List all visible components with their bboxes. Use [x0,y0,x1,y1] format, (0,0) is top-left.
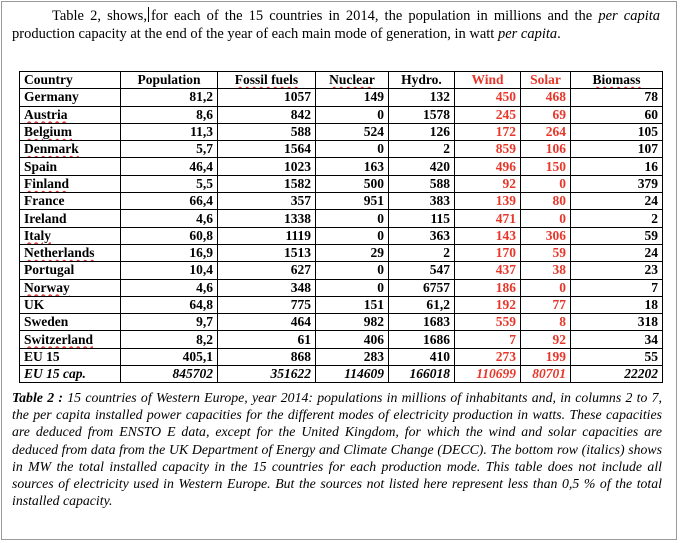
cell-population: 8,2 [121,331,218,348]
cell-nuclear: 406 [316,331,389,348]
cell-solar: 59 [521,244,571,261]
cell-population: 81,2 [121,89,218,106]
cell-wind: 170 [455,244,521,261]
cell-biomass: 18 [571,296,663,313]
cell-population: 845702 [121,366,218,383]
cell-biomass: 60 [571,106,663,123]
table-row [20,348,663,365]
cell-solar: 38 [521,262,571,279]
cell-fossil: 868 [218,348,316,365]
cell-country: Belgium [20,123,121,140]
cell-fossil: 842 [218,106,316,123]
capacity-table [19,71,663,383]
cell-hydro: 1686 [389,331,455,348]
per-capita-term: per capita [598,8,660,24]
intro-mid: production capacity at the end of the year of each main mode of generation, in watt [12,26,498,42]
cell-hydro: 547 [389,262,455,279]
cell-population: 5,5 [121,175,218,192]
cell-population: 16,9 [121,244,218,261]
cell-solar: 0 [521,175,571,192]
cell-fossil: 1338 [218,210,316,227]
cell-nuclear: 524 [316,123,389,140]
cell-hydro: 1683 [389,314,455,331]
cell-population: 9,7 [121,314,218,331]
cell-wind: 559 [455,314,521,331]
cell-hydro: 363 [389,227,455,244]
header-biomass: Biomass [571,72,663,89]
cell-solar: 150 [521,158,571,175]
cell-population: 5,7 [121,141,218,158]
cell-nuclear: 500 [316,175,389,192]
cell-fossil: 357 [218,193,316,210]
text-cursor [148,7,149,22]
cell-nuclear: 0 [316,262,389,279]
cell-hydro: 420 [389,158,455,175]
cell-nuclear: 29 [316,244,389,261]
cell-wind: 273 [455,348,521,365]
cell-country: Netherlands [20,244,121,261]
cell-biomass: 318 [571,314,663,331]
cell-wind: 172 [455,123,521,140]
cell-nuclear: 0 [316,227,389,244]
cell-wind: 437 [455,262,521,279]
header-population: Population [121,72,218,89]
table-row [20,141,663,158]
cell-biomass: 34 [571,331,663,348]
caption-text: 15 countries of Western Europe, year 2014: populations in millions of inhabitants and, in columns 2 to 7, the per capita installed power capacities for the different modes of electricity production in watts. These capacities are deduced from ENSTO E data, except for the United Kingdom, for which the wind and solar capacities are deduced from data from the UK Department of Energy and Climate Change (DECC). The bottom row (italics) shows in MW the total installed capacity in the 15 countries for each production mode. This table does not include all sources of electricity used in Western Europe. But the sources not listed here represent less than 0,5 % of the total installed capacity. [12,390,662,509]
cell-biomass: 24 [571,193,663,210]
cell-country: France [20,193,121,210]
cell-wind: 186 [455,279,521,296]
cell-biomass: 379 [571,175,663,192]
cell-hydro: 115 [389,210,455,227]
cell-population: 4,6 [121,279,218,296]
cell-wind: 143 [455,227,521,244]
cell-solar: 106 [521,141,571,158]
cell-biomass: 24 [571,244,663,261]
cell-hydro: 2 [389,244,455,261]
cell-fossil: 1119 [218,227,316,244]
header-wind: Wind [455,72,521,89]
cell-country: Norway [20,279,121,296]
cell-solar: 306 [521,227,571,244]
table-row [20,227,663,244]
cell-country: Italy [20,227,121,244]
cell-biomass: 107 [571,141,663,158]
cell-country: Denmark [20,141,121,158]
intro-line1: for each of the 15 countries in 2014, the population in millions and the [150,8,599,24]
cell-biomass: 2 [571,210,663,227]
header-solar: Solar [521,72,571,89]
cell-wind: 139 [455,193,521,210]
table-row [20,193,663,210]
cell-hydro: 166018 [389,366,455,383]
cell-hydro: 132 [389,89,455,106]
cell-country: EU 15 cap. [20,366,121,383]
table-row [20,244,663,261]
intro-start: Table 2, shows, [52,8,147,24]
cell-fossil: 1057 [218,89,316,106]
cell-biomass: 59 [571,227,663,244]
table-row [20,262,663,279]
cell-fossil: 1582 [218,175,316,192]
intro-end: . [557,26,561,42]
header-row [20,72,663,89]
cell-country: UK [20,296,121,313]
cell-wind: 496 [455,158,521,175]
table-row [20,123,663,140]
header-fossil: Fossil fuels [218,72,316,89]
cell-fossil: 464 [218,314,316,331]
cell-fossil: 1513 [218,244,316,261]
cell-wind: 245 [455,106,521,123]
cell-nuclear: 149 [316,89,389,106]
cell-nuclear: 283 [316,348,389,365]
cell-fossil: 1023 [218,158,316,175]
cell-solar: 80701 [521,366,571,383]
cell-population: 64,8 [121,296,218,313]
cell-biomass: 22202 [571,366,663,383]
cell-solar: 8 [521,314,571,331]
cell-biomass: 7 [571,279,663,296]
cell-fossil: 1564 [218,141,316,158]
cell-nuclear: 0 [316,279,389,296]
cell-solar: 0 [521,279,571,296]
cell-nuclear: 0 [316,141,389,158]
cell-country: Finland [20,175,121,192]
cell-hydro: 588 [389,175,455,192]
cell-hydro: 410 [389,348,455,365]
header-country: Country [20,72,121,89]
cell-fossil: 627 [218,262,316,279]
cell-country: Spain [20,158,121,175]
cell-fossil: 61 [218,331,316,348]
table-row [20,158,663,175]
cell-fossil: 348 [218,279,316,296]
cell-fossil: 775 [218,296,316,313]
cell-country: Germany [20,89,121,106]
cell-population: 46,4 [121,158,218,175]
cell-population: 4,6 [121,210,218,227]
intro-paragraph [12,7,660,43]
table-row [20,89,663,106]
cell-hydro: 61,2 [389,296,455,313]
cell-wind: 92 [455,175,521,192]
cell-population: 60,8 [121,227,218,244]
cell-biomass: 16 [571,158,663,175]
header-hydro: Hydro. [389,72,455,89]
caption-label: Table 2 : [12,390,63,405]
cell-country: Portugal [20,262,121,279]
cell-nuclear: 951 [316,193,389,210]
cell-wind: 471 [455,210,521,227]
cell-country: Switzerland [20,331,121,348]
cell-solar: 69 [521,106,571,123]
cell-wind: 450 [455,89,521,106]
cell-population: 405,1 [121,348,218,365]
capacity-row [20,366,663,383]
cell-country: Ireland [20,210,121,227]
cell-nuclear: 982 [316,314,389,331]
cell-hydro: 126 [389,123,455,140]
table-row [20,296,663,313]
cell-population: 10,4 [121,262,218,279]
cell-wind: 110699 [455,366,521,383]
cell-wind: 859 [455,141,521,158]
header-nuclear: Nuclear [316,72,389,89]
cell-solar: 264 [521,123,571,140]
cell-hydro: 2 [389,141,455,158]
cell-fossil: 588 [218,123,316,140]
cell-population: 8,6 [121,106,218,123]
cell-fossil: 351622 [218,366,316,383]
cell-nuclear: 0 [316,210,389,227]
cell-solar: 80 [521,193,571,210]
cell-solar: 92 [521,331,571,348]
cell-hydro: 383 [389,193,455,210]
cell-wind: 192 [455,296,521,313]
cell-solar: 77 [521,296,571,313]
cell-country: EU 15 [20,348,121,365]
cell-nuclear: 151 [316,296,389,313]
cell-country: Sweden [20,314,121,331]
table-row [20,314,663,331]
table-row [20,175,663,192]
cell-solar: 0 [521,210,571,227]
cell-biomass: 78 [571,89,663,106]
cell-population: 66,4 [121,193,218,210]
cell-biomass: 105 [571,123,663,140]
table-row [20,279,663,296]
cell-solar: 199 [521,348,571,365]
table-row [20,106,663,123]
cell-hydro: 6757 [389,279,455,296]
cell-nuclear: 0 [316,106,389,123]
per-capita-term: per capita [497,26,558,42]
cell-population: 11,3 [121,123,218,140]
cell-solar: 468 [521,89,571,106]
table-row [20,210,663,227]
cell-biomass: 55 [571,348,663,365]
cell-hydro: 1578 [389,106,455,123]
cell-biomass: 23 [571,262,663,279]
table-caption [12,389,662,509]
table-row [20,331,663,348]
cell-country: Austria [20,106,121,123]
cell-nuclear: 163 [316,158,389,175]
cell-nuclear: 114609 [316,366,389,383]
cell-wind: 7 [455,331,521,348]
